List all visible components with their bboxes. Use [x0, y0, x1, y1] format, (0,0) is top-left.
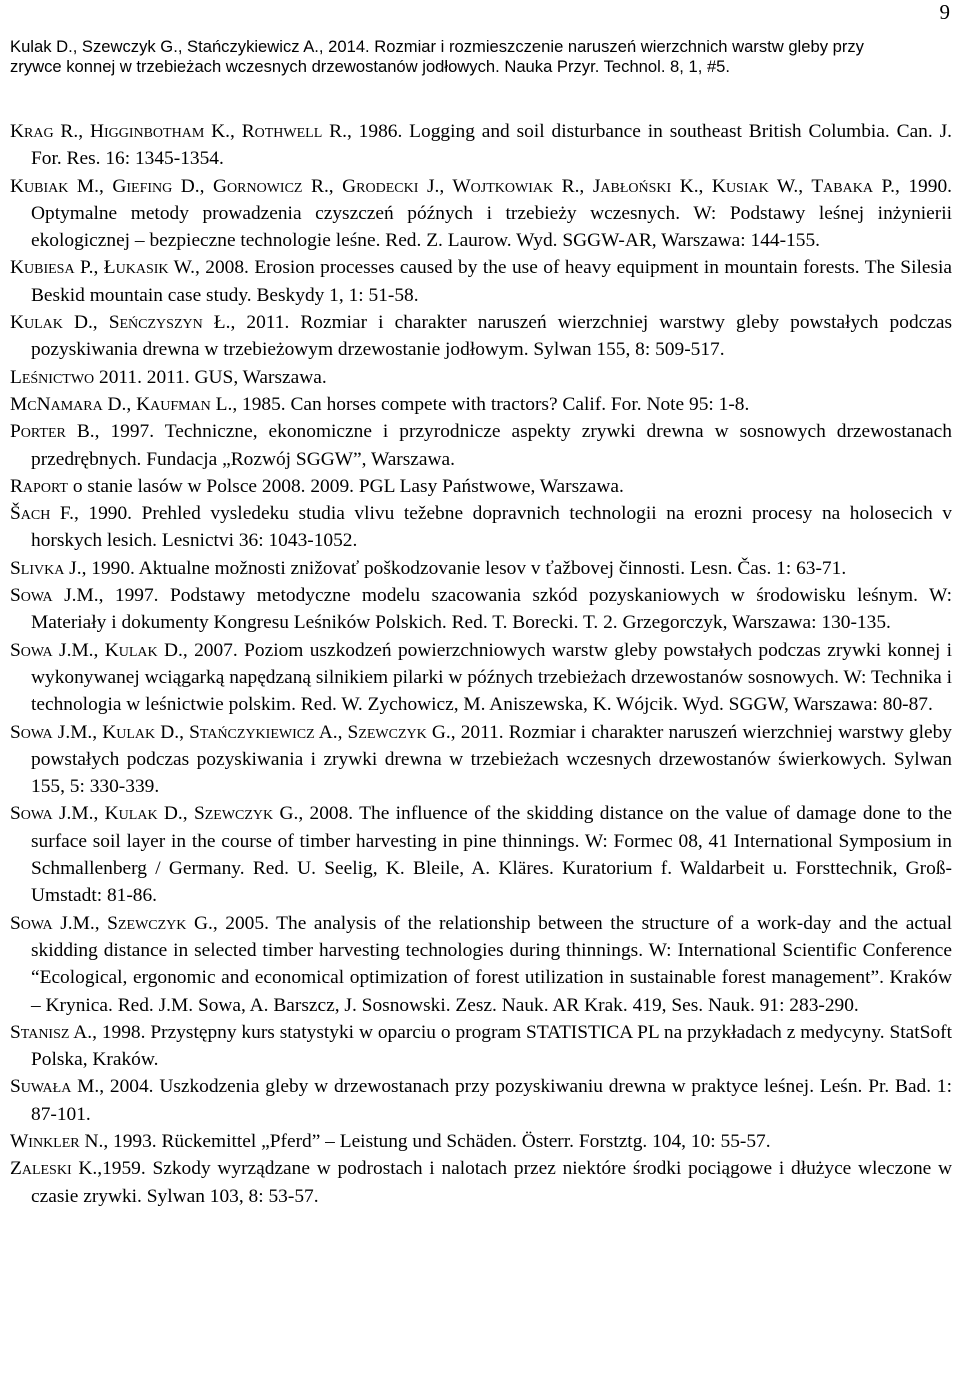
reference-authors: Sowa J.M., Kulak D. — [10, 639, 183, 661]
reference-details: , 1986. Logging and soil disturbance in southeast British Columbia. Can. J. For. Res. 16: 1345-1354. — [31, 121, 952, 170]
reference-details: , 1990. Optymalne metody prowadzenia czyszczeń późnych i trzebieży wczesnych. W: Podstawy leśnej inżynierii ekologicznej – bezpieczne technologie leśne. Red. Z. Laurow. Wyd. SGGW-AR, Warszawa: 144-155. — [31, 175, 952, 252]
reference-entry — [10, 1155, 952, 1210]
reference-details: o stanie lasów w Polsce 2008. 2009. PGL Lasy Państwowe, Warszawa. — [68, 475, 624, 497]
reference-entry — [10, 719, 952, 801]
reference-authors: Sowa J.M., Kulak D., Szewczyk G. — [10, 803, 299, 825]
reference-authors: McNamara D., Kaufman L. — [10, 393, 233, 415]
reference-details: , 1985. Can horses compete with tractors? Calif. For. Note 95: 1-8. — [232, 393, 750, 415]
reference-details: , 2008. Erosion processes caused by the use of heavy equipment in mountain forests. The Silesia Beskid mountain case study. Beskydy 1, 1: 51-58. — [31, 257, 953, 306]
reference-entry — [10, 910, 952, 1019]
reference-details: , 1990. Aktualne možnosti znižovať poškodzovanie lesov v ťažbovej činnosti. Lesn. Čas. 1: 63-71. — [81, 557, 847, 579]
reference-authors: Sowa J.M. — [10, 585, 99, 607]
reference-entry — [10, 418, 952, 473]
reference-details: ,1959. Szkody wyrządzane w podrostach i nalotach przez niektóre środki pociągowe i dłużyce wleczone w czasie zrywki. Sylwan 103, 8: 53-57. — [31, 1158, 952, 1207]
reference-entry — [10, 1073, 952, 1128]
reference-authors: Winkler N. — [10, 1130, 104, 1152]
reference-authors: Zaleski K. — [10, 1158, 98, 1180]
reference-details: , 1993. Rückemittel „Pferd” – Leistung und Schäden. Österr. Forstztg. 104, 10: 55-57. — [103, 1130, 771, 1152]
reference-entry — [10, 637, 952, 719]
reference-details: , 1990. Prehled vysledeku studia vlivu težebne dopravnich technologii na erozni procesy na holosecich v horskych lesich. Lesnictvi 36: 1043-1052. — [31, 503, 952, 552]
reference-entry — [10, 309, 952, 364]
reference-entry — [10, 582, 952, 637]
reference-authors: Porter B. — [10, 421, 95, 443]
header-line-1: Kulak D., Szewczyk G., Stańczykiewicz A., 2014. Rozmiar i rozmieszczenie naruszeń wierzchnich warstw gleby przy — [10, 37, 864, 56]
reference-entry — [10, 473, 952, 500]
reference-entry — [10, 800, 952, 909]
reference-list — [10, 118, 952, 1210]
reference-authors: Leśnictwo — [10, 366, 95, 388]
reference-entry — [10, 173, 952, 255]
reference-details: , 1997. Techniczne, ekonomiczne i przyrodnicze aspekty zrywki drewna w sosnowych drzewostanach przedrębnych. Fundacja „Rozwój SGGW”, Warszawa. — [31, 421, 952, 470]
reference-authors: Krag R., Higginbotham K., Rothwell R. — [10, 121, 347, 142]
reference-authors: Stanisz A. — [10, 1021, 93, 1043]
reference-entry — [10, 254, 952, 309]
reference-entry — [10, 391, 952, 418]
reference-entry — [10, 500, 952, 555]
reference-details: , 2008. The influence of the skidding distance on the value of damage done to the surface soil layer in the course of timber harvesting in pine thinnings. W: Formec 08, 41 International Symposium in Schmallenberg / Germany. Red. U. Seelig, K. Bleile, A. Kläres. Kuratorium f. Waldarbeit u. Forsttechnik, Groß-Umstadt: 81-86. — [31, 803, 952, 907]
reference-details: , 2011. Rozmiar i charakter naruszeń wierzchniej warstwy gleby powstałych podczas pozyskiwania drewna w trzebieżowym drzewostanie jodłowym. Sylwan 155, 8: 509-517. — [31, 312, 953, 361]
reference-authors: Sowa J.M., Kulak D., Stańczykiewicz A., Szewczyk G. — [10, 721, 451, 743]
reference-authors: Kulak D., Seńczyszyn Ł. — [10, 312, 231, 334]
reference-authors: Slivka J. — [10, 557, 82, 579]
reference-entry — [10, 364, 952, 391]
reference-entry — [10, 1128, 952, 1155]
reference-details: , 1998. Przystępny kurs statystyki w oparciu o program STATISTICA PL na przykładach z medycyny. StatSoft Polska, Kraków. — [31, 1021, 952, 1071]
reference-details: , 2011. Rozmiar i charakter naruszeń wierzchniej warstwy gleby powstałych podczas pozyskiwania i zrywki drewna w trzebieżach wczesnych drzewostanów świerkowych. Sylwan 155, 5: 330-339. — [31, 721, 952, 798]
reference-entry — [10, 1019, 952, 1074]
running-header — [10, 37, 955, 77]
reference-details: , 2004. Uszkodzenia gleby w drzewostanach przy pozyskiwaniu drewna w praktyce leśnej. Leśn. Pr. Bad. 1: 87-101. — [31, 1076, 952, 1125]
page-number: 9 — [939, 0, 950, 24]
reference-details: , 2007. Poziom uszkodzeń powierzchniowych warstw gleby powstałych podczas zrywki konnej i wykonywanej wciągarką napędzaną silnikiem pilarki w późnych trzebieżach drzewostanów sosnowych. W: Technika i technologia w leśnictwie polskim. Red. W. Zychowicz, M. Aniszewska, K. Wójcik. Wyd. SGGW, Warszawa: 80-87. — [31, 639, 952, 716]
header-line-2: zrywce konnej w trzebieżach wczesnych drzewostanów jodłowych. Nauka Przyr. Technol. 8, 1, #5. — [10, 57, 731, 76]
reference-authors: Kubiak M., Giefing D., Gornowicz R., Grodecki J., Wojtkowiak R., Jabłoński K., Kusiak W., Tabaka P. — [10, 175, 895, 197]
reference-entry — [10, 118, 952, 173]
reference-authors: Sowa J.M., Szewczyk G. — [10, 912, 213, 934]
reference-authors: Kubiesa P., Łukasik W. — [10, 257, 195, 279]
reference-authors: Šach F. — [10, 503, 74, 525]
reference-details: , 2005. The analysis of the relationship between the structure of a work-day and the actual skidding distance in selected timber harvesting technologies during thinnings. W: International Scientific Conference “Ecological, ergonomic and economical optimization of forest utilization in sustainable forest management”. Kraków – Krynica. Red. J.M. Sowa, A. Barszcz, J. Sosnowski. Zesz. Nauk. AR Krak. 419, Ses. Nauk. 91: 283-290. — [31, 912, 953, 1016]
reference-details: 2011. 2011. GUS, Warszawa. — [94, 366, 327, 388]
reference-authors: Raport — [10, 475, 68, 497]
reference-details: , 1997. Podstawy metodyczne modelu szacowania szkód pozyskaniowych w środowisku leśnym. W: Materiały i dokumenty Kongresu Leśników Polskich. Red. T. Borecki. T. 2. Grzegorczyk, Warszawa: 130-135. — [31, 585, 952, 634]
reference-authors: Suwała M. — [10, 1076, 100, 1098]
reference-entry — [10, 555, 952, 582]
